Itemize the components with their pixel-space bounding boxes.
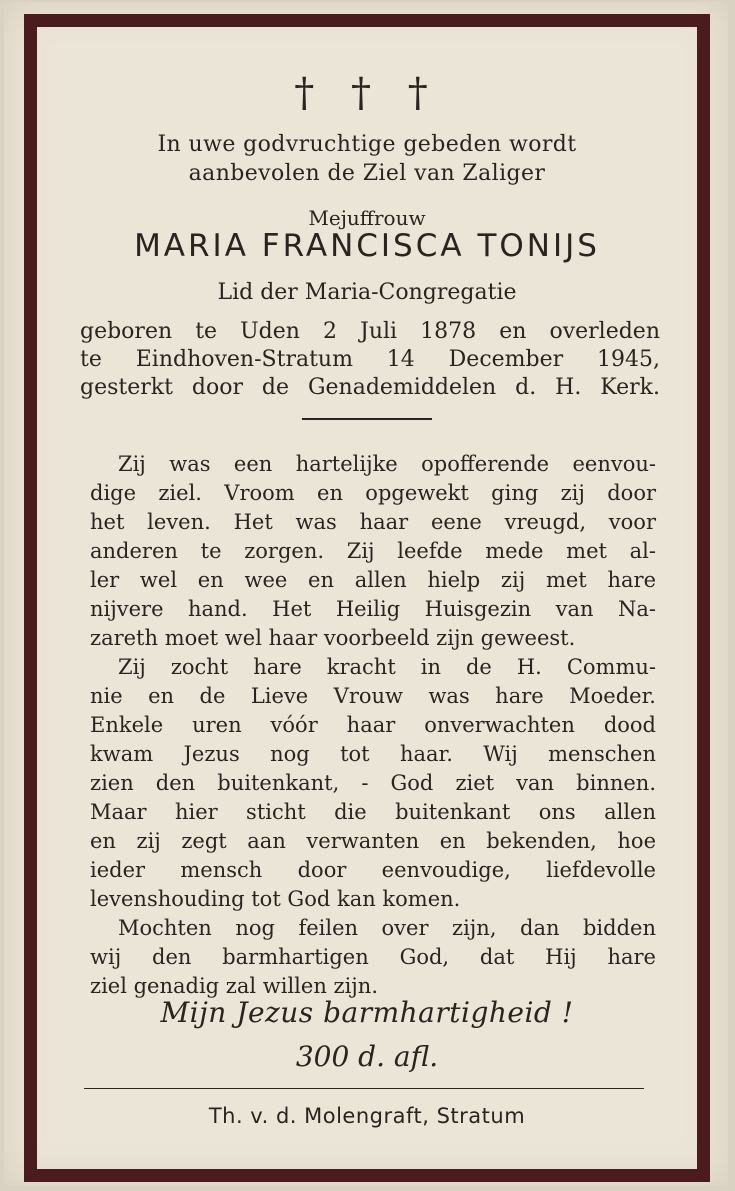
eulogy-line: en zij zegt aan verwanten en bekenden, hoe bbox=[90, 829, 656, 853]
eulogy-line: zien den buitenkant, - God ziet van binnen. bbox=[90, 771, 656, 795]
prayer-motto: Mijn Jezus barmhartigheid ! bbox=[160, 996, 574, 1029]
eulogy-line: nie en de Lieve Vrouw was hare Moeder. bbox=[90, 684, 656, 708]
eulogy-line: ziel genadig zal willen zijn. bbox=[90, 974, 379, 998]
eulogy-line: kwam Jezus nog tot haar. Wij menschen bbox=[90, 742, 656, 766]
intro-line: In uwe godvruchtige gebeden wordt bbox=[157, 132, 577, 157]
intro-line: aanbevolen de Ziel van Zaliger bbox=[188, 161, 546, 186]
eulogy-text bbox=[90, 450, 656, 1001]
eulogy-line: Zij zocht hare kracht in de H. Commu- bbox=[118, 655, 656, 679]
eulogy-line: wij den barmhartigen God, dat Hij hare bbox=[90, 945, 656, 969]
membership: Lid der Maria-Congregatie bbox=[217, 280, 517, 305]
dates-line: geboren te Uden 2 Juli 1878 en overleden bbox=[80, 319, 660, 344]
eulogy-line: dige ziel. Vroom en opgewekt ging zij door bbox=[90, 481, 656, 505]
eulogy-line: het leven. Het was haar eene vreugd, voor bbox=[90, 510, 656, 534]
divider-short bbox=[302, 418, 432, 420]
honorific: Mejuffrouw bbox=[308, 206, 426, 230]
intro-text bbox=[50, 130, 684, 188]
eulogy-line: zareth moet wel haar voorbeeld zijn geweest. bbox=[90, 626, 576, 650]
eulogy-line: Mochten nog feilen over zijn, dan bidden bbox=[118, 916, 656, 940]
deceased-name: MARIA FRANCISCA TONIJS bbox=[134, 228, 600, 264]
eulogy-line: levenshouding tot God kan komen. bbox=[90, 887, 461, 911]
eulogy-line: ler wel en wee en allen hielp zij met hare bbox=[90, 568, 656, 592]
eulogy-line: nijvere hand. Het Heilig Huisgezin van Na- bbox=[90, 597, 656, 621]
eulogy-line: Maar hier sticht die buitenkant ons allen bbox=[90, 800, 656, 824]
divider-long bbox=[84, 1088, 644, 1089]
printer-credit: Th. v. d. Molengraft, Stratum bbox=[208, 1104, 526, 1128]
dates-line: gesterkt door de Genademiddelen d. H. Kerk. bbox=[80, 375, 660, 400]
life-dates bbox=[80, 318, 660, 402]
eulogy-line: Enkele uren vóór haar onverwachten dood bbox=[90, 713, 656, 737]
eulogy-line: Zij was een hartelijke opofferende eenvou- bbox=[118, 452, 656, 476]
dates-line: te Eindhoven-Stratum 14 December 1945, bbox=[80, 347, 660, 372]
three-crosses-icon: † † † bbox=[294, 70, 440, 116]
eulogy-line: ieder mensch door eenvoudige, liefdevolle bbox=[90, 858, 656, 882]
indulgence: 300 d. afl. bbox=[295, 1040, 439, 1073]
card-content bbox=[50, 38, 684, 1148]
memorial-card bbox=[4, 2, 728, 1186]
eulogy-line: anderen te zorgen. Zij leefde mede met al- bbox=[90, 539, 656, 563]
